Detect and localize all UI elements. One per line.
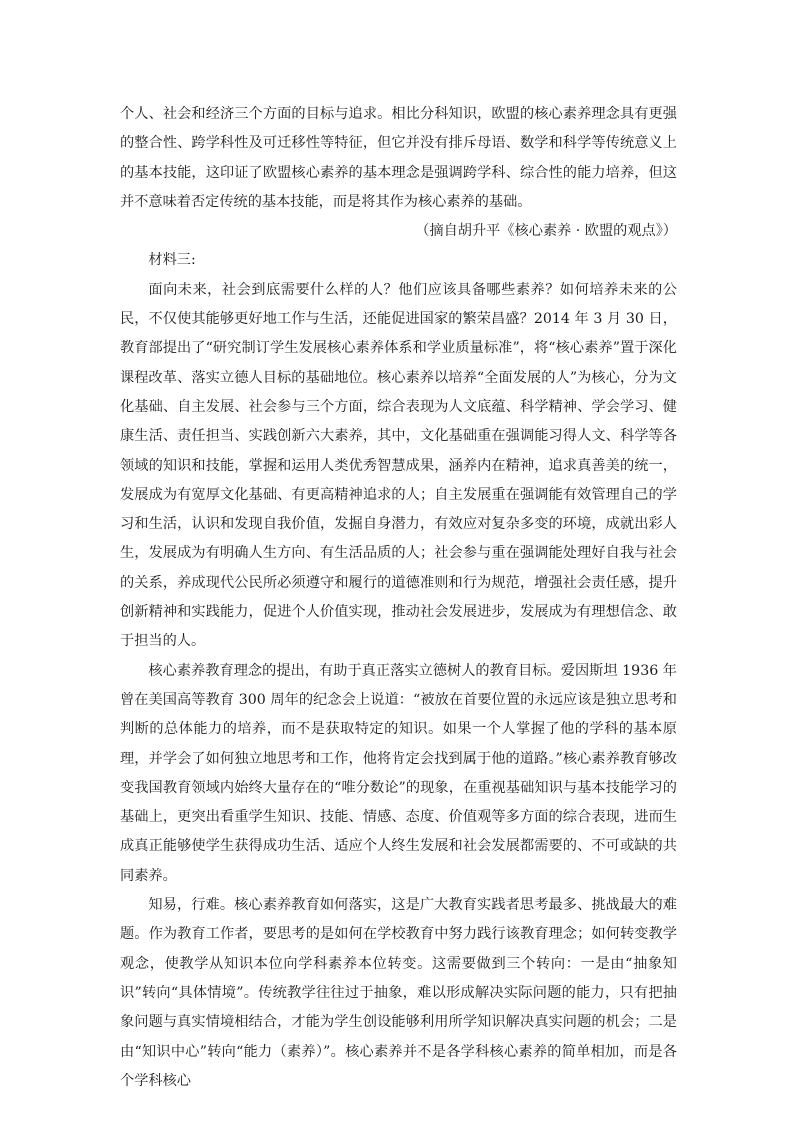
paragraph-implementation: 知易，行难。核心素养教育如何落实，这是广大教育实践者思考最多、挑战最大的难题。作为教育工作者，要思考的是如何在学校教育中努力践行该教育理念；如何转变教学观念，使教学从知识本位向学科素养本位转变。这需要做到三个转向：一是由“抽象知识”转向“具体情境”。传统教学往往过于抽象，难以形成解决实际问题的能力，只有把抽象问题与真实情境相结合，才能为学生创设能够利用所学知识解决真实问题的机会；二是由“知识中心”转向“能力（素养）”。核心素养并不是各学科核心素养的简单相加，而是各个学科核心 bbox=[120, 897, 677, 1089]
paragraph-core-literacy-education: 核心素养教育理念的提出，有助于真正落实立德树人的教育目标。爱因斯坦 1936 年曾在美国高等教育 300 周年的纪念会上说道：“被放在首要位置的永远应该是独立思考和判断的总体能力的培养，而不是获取特定的知识。如果一个人掌握了他的学科的基本原理，并学会了如何独立地思考和工作，他将肯定会找到属于他的道路。”核心素养教育够改变我国教育领域内始终大量存在的“唯分数论”的现象，在重视基础知识与基本技能学习的基础上，更突出看重学生知识、技能、情感、态度、价值观等多方面的综合表现，进而生成真正能够使学生获得成功生活、适应个人终生发展和社会发展都需要的、不可或缺的共同素养。 bbox=[120, 662, 677, 884]
document-page bbox=[120, 100, 677, 1096]
material-label: 材料三: bbox=[148, 252, 196, 269]
paragraph-future-society: 面向未来，社会到底需要什么样的人？他们应该具备哪些素养？如何培养未来的公民，不仅使其能够更好地工作与生活，还能促进国家的繁荣昌盛？2014 年 3 月 30 日，教育部提出了“研究制订学生发展核心素养体系和学业质量标准”，将“核心素养”置于深化课程改革、落实立德人目标的基础地位。核心素养以培养“全面发展的人”为核心，分为文化基础、自主发展、社会参与三个方面，综合表现为人文底蕴、科学精神、学会学习、健康生活、责任担当、实践创新六大素养，其中，文化基础重在强调能习得人文、科学等各领域的知识和技能，掌握和运用人类优秀智慧成果，涵养内在精神，追求真善美的统一，发展成为有宽厚文化基础、有更高精神追求的人；自主发展重在强调能有效管理自己的学习和生活，认识和发现自我价值，发掘自身潜力，有效应对复杂多变的环境，成就出彩人生，发展成为有明确人生方向、有生活品质的人；社会参与重在强调能处理好自我与社会的关系，养成现代公民所必须遵守和履行的道德准则和行为规范，增强社会责任感，提升创新精神和实践能力，促进个人价值实现，推动社会发展进步，发展成为有理想信念、敢于担当的人。 bbox=[120, 281, 677, 650]
paragraph-eu-core-literacy: 个人、社会和经济三个方面的目标与追求。相比分科知识，欧盟的核心素养理念具有更强的整合性、跨学科性及可迁移性等特征，但它并没有排斥母语、数学和科学等传统意义上的基本技能，这印证了欧盟核心素养的基本理念是强调跨学科、综合性的能力培养，但这并不意味着否定传统的基本技能，而是将其作为核心素养的基础。 bbox=[120, 106, 677, 210]
source-citation: （摘自胡升平《核心素养 · 欧盟的观点》） bbox=[415, 223, 677, 240]
